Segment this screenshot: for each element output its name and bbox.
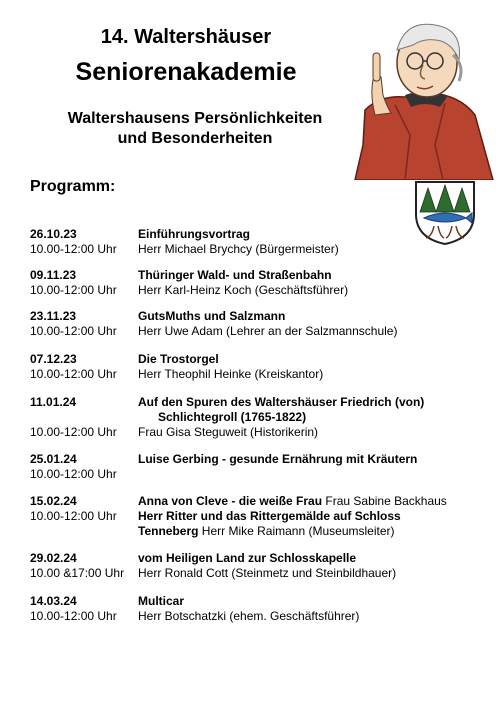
event-date: 29.02.24	[30, 551, 77, 565]
event-8	[30, 551, 490, 581]
event-speaker: Herr Theophil Heinke (Kreiskantor)	[138, 367, 324, 381]
event-time: 10.00-12:00 Uhr	[30, 425, 117, 439]
event-title: GutsMuths und Salzmann	[138, 309, 286, 323]
event-title-cont: Schlichtegroll (1765-1822)	[158, 410, 307, 424]
event-speaker-a: Frau Sabine Backhaus	[325, 494, 447, 508]
event-time: 10.00-12:00 Uhr	[30, 509, 117, 523]
event-date: 23.11.23	[30, 309, 77, 323]
event-speaker: Herr Karl-Heinz Koch (Geschäftsführer)	[138, 283, 349, 297]
event-date: 26.10.23	[30, 227, 77, 241]
event-title: vom Heiligen Land zur Schlosskapelle	[138, 551, 357, 565]
title-line-2: Seniorenakademie	[75, 58, 297, 86]
event-time: 10.00-12:00 Uhr	[30, 367, 117, 381]
event-date: 15.02.24	[30, 494, 77, 508]
event-speaker: Herr Ronald Cott (Steinmetz und Steinbildhauer)	[138, 566, 397, 580]
subtitle-line-2: und Besonderheiten	[117, 130, 273, 147]
event-date: 25.01.24	[30, 452, 77, 466]
event-speaker-b: Herr Mike Raimann (Museumsleiter)	[201, 524, 395, 538]
event-time: 10.00-12:00 Uhr	[30, 324, 117, 338]
event-time: 10.00-12:00 Uhr	[30, 609, 117, 623]
event-time: 10.00 &17:00 Uhr	[30, 566, 125, 580]
event-speaker: Herr Botschatzki (ehem. Geschäftsführer)	[138, 609, 360, 623]
event-title: Thüringer Wald- und Straßenbahn	[138, 268, 332, 282]
event-title: Auf den Spuren des Waltershäuser Friedrich (von)	[138, 395, 425, 409]
event-title: Die Trostorgel	[138, 352, 219, 366]
event-4	[30, 352, 490, 382]
event-date: 07.12.23	[30, 352, 77, 366]
title-line-1: 14. Waltershäuser	[100, 26, 272, 48]
event-speaker: Herr Michael Brychcy (Bürgermeister)	[138, 242, 339, 256]
event-date: 14.03.24	[30, 594, 77, 608]
event-title-a: Anna von Cleve - die weiße Frau	[138, 494, 323, 508]
event-2	[30, 268, 490, 298]
event-9	[30, 594, 490, 624]
event-5	[30, 395, 490, 440]
old-man-illustration	[335, 15, 495, 180]
event-title: Multicar	[138, 594, 185, 608]
event-7	[30, 494, 490, 539]
event-title-b-cont: Tenneberg	[138, 524, 199, 538]
programm-heading: Programm:	[30, 178, 116, 195]
event-title: Luise Gerbing - gesunde Ernährung mit Kräutern	[138, 452, 418, 466]
event-date: 11.01.24	[30, 395, 77, 409]
event-6	[30, 452, 490, 482]
event-title-b: Herr Ritter und das Rittergemälde auf Schloss	[138, 509, 401, 523]
event-time: 10.00-12:00 Uhr	[30, 467, 117, 481]
subtitle-line-1: Waltershausens Persönlichkeiten	[67, 110, 323, 127]
event-time: 10.00-12:00 Uhr	[30, 242, 117, 256]
event-title: Einführungsvortrag	[138, 227, 251, 241]
event-speaker: Herr Uwe Adam (Lehrer an der Salzmannschule)	[138, 324, 398, 338]
event-date: 09.11.23	[30, 268, 77, 282]
event-time: 10.00-12:00 Uhr	[30, 283, 117, 297]
event-speaker: Frau Gisa Steguweit (Historikerin)	[138, 425, 319, 439]
event-1	[30, 227, 490, 257]
event-3	[30, 309, 490, 339]
